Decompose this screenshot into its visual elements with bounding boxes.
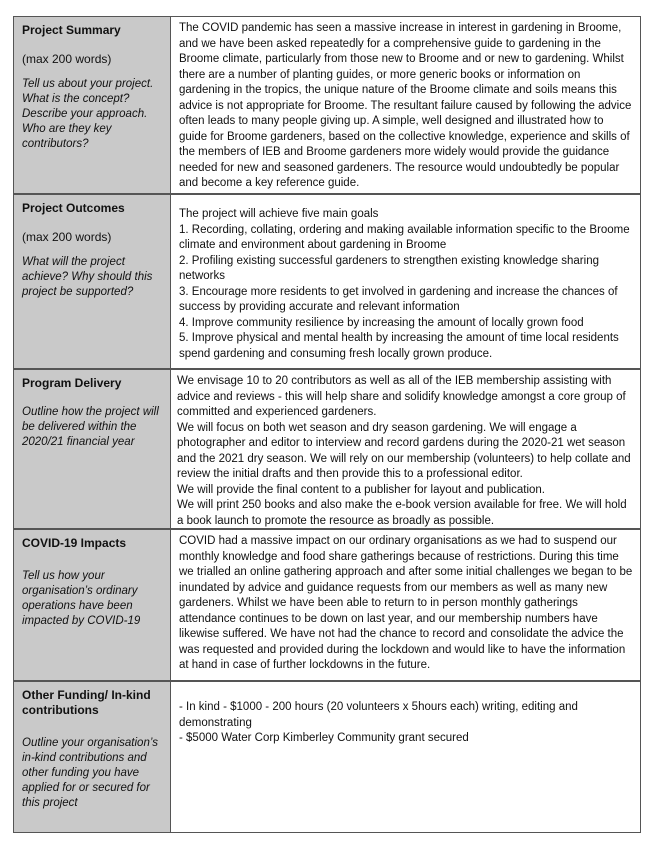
label-cell bbox=[13, 369, 171, 529]
label-cell bbox=[13, 16, 171, 194]
answer-text: COVID had a massive impact on our ordinary organisations as we had to suspend our monthly knowledge and food share gatherings because of restrictions. During this time we trialled an online gathering approach and after some initial challenges we began to be inundated by advice and guidance requests from our members as well as many new gardeners. Whilst we have been able to return to in person monthly gatherings attendance continues to be down on last year, and our membership numbers have likewise suffered. We have not had the chance to record and consolidate the advice the was requested and provided during the lockdown and would like to have the information at hand in case of further lockdowns in the future. bbox=[179, 535, 633, 671]
row-title: Project Summary bbox=[22, 23, 121, 37]
answer-cell bbox=[171, 16, 641, 194]
row-title: Project Outcomes bbox=[22, 201, 125, 215]
answer-text: The project will achieve five main goals 1. Recording, collating, ordering and making available information specific to the Broome climate and environment about gardening in Broome 2. Profiling existing successful gardeners to strengthen existing knowledge sharing networks 3. Encourage more residents to get involved in gardening and increase the chances of success by providing accurate and relevant information 4. Improve community resilience by increasing the amount of locally grown food 5. Improve physical and mental health by increasing the amount of time local residents spend gardening and consuming fresh locally grown produce. bbox=[179, 208, 630, 360]
row-description: Outline how the project will be delivered within the 2020/21 financial year bbox=[22, 406, 159, 448]
row-other-funding bbox=[13, 681, 641, 833]
word-limit: (max 200 words) bbox=[22, 230, 112, 244]
answer-cell bbox=[171, 681, 641, 833]
answer-text: The COVID pandemic has seen a massive increase in interest in gardening in Broome, and we have been asked repeatedly for a comprehensive guide to gardening in the Broome climate, particularly from those new to Broome and or new to gardening. Whilst there are a number of planting guides, or more generic books or information on gardening in the tropics, the unique nature of the Broome climate and soils means this advice is not appropriate for Broome. The resultant failure caused by following the advice often leads to many people giving up. A simple, well designed and illustrated how to guide for Broome gardeners, based on the collective knowledge, experience and skills of the members of IEB and Broome gardeners more widely would provide the guidance needed for new and seasoned gardeners. The resource would undoubtedly be popular and become a key reference guide. bbox=[179, 22, 632, 189]
row-program-delivery bbox=[13, 369, 641, 529]
label-cell bbox=[13, 194, 171, 369]
row-covid-impacts bbox=[13, 529, 641, 681]
answer-text: - In kind - $1000 - 200 hours (20 volunteers x 5hours each) writing, editing and demonstrating - $5000 Water Corp Kimberley Community grant secured bbox=[179, 701, 578, 744]
answer-text: We envisage 10 to 20 contributors as well as all of the IEB membership assisting with advice and reviews - this will help share and solidify knowledge amongst a core group of committed and experienced gardeners. We will focus on both wet season and dry season gardening. We will engage a photographer and editor to interview and record gardens during the 2020-21 wet season and the 2021 dry season. We will rely on our membership (volunteers) to help collate and review the initial drafts and then provide this to a professional editor. We will provide the final content to a publisher for layout and publication. We will print 250 books and also make the e-book version available for free. We will hold a book launch to promote the resource as broadly as possible. bbox=[177, 375, 631, 527]
row-description: Tell us how your organisation’s ordinary operations have been impacted by COVID-19 bbox=[22, 570, 141, 627]
row-title: Other Funding/ In-kind contributions bbox=[22, 688, 151, 717]
word-limit: (max 200 words) bbox=[22, 52, 112, 66]
row-description: What will the project achieve? Why should this project be supported? bbox=[22, 256, 153, 298]
answer-cell bbox=[171, 194, 641, 369]
row-description: Outline your organisation’s in-kind contributions and other funding you have applied for or secured for this project bbox=[22, 737, 158, 809]
answer-cell bbox=[171, 529, 641, 681]
label-cell bbox=[13, 529, 171, 681]
row-project-outcomes bbox=[13, 194, 641, 369]
row-project-summary bbox=[13, 16, 641, 194]
row-description: Tell us about your project. What is the concept? Describe your approach. Who are they key contributors? bbox=[22, 78, 154, 150]
row-title: Program Delivery bbox=[22, 376, 122, 390]
answer-cell bbox=[171, 369, 641, 529]
label-cell bbox=[13, 681, 171, 833]
row-title: COVID-19 Impacts bbox=[22, 536, 127, 550]
